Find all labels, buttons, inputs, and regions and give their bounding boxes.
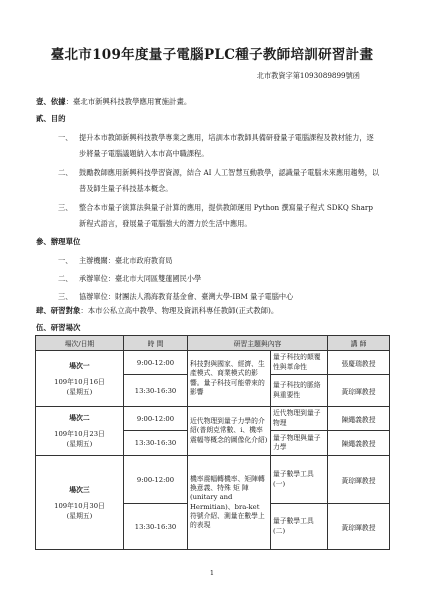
section-basis-text: ：臺北市新興科技教學應用實施計畫。 [65,97,192,106]
course-cell: 量子物理與量子力學 [271,431,328,456]
section-sessions-label: 伍、研習場次 [36,323,81,332]
course-cell: 量子科技的脈絡與重要性 [271,375,328,407]
purpose-text: 鼓勵教師應用新興科技學習資源，結合 AI 人工智慧互動教學，認識量子電腦未來應用趨勢，以普及師生量子科技基本概念。 [79,168,380,193]
session-name: 場次一 [69,361,90,370]
topic-cell: 機率震幅轉機率、矩陣轉換意義、特殊 矩 陣 (unitary and Hermitian)、bra-ket 符號介紹、測量在數學上的表現 [188,456,271,550]
purpose-number: 三、 [58,203,73,212]
table-row [36,351,390,375]
session-date: 109年10月30日 [54,501,105,510]
session-name: 場次二 [69,414,90,422]
teacher-cell: 陳繩義教授 [328,431,390,456]
section-units-label: 參、辦理單位 [36,237,81,246]
unit-item [58,289,380,305]
session-name: 場次三 [69,485,90,494]
session-weekday: (星期五) [66,511,93,520]
teacher-cell: 張慶瑞教授 [328,351,390,375]
purpose-text: 提升本市教師新興科技教學專業之應用，培訓本市教師具備研發量子電腦課程及教材能力，逐步將量子電腦議題納入本市高中職課程。 [79,133,374,158]
unit-number: 二、 [58,274,73,283]
time-cell: 9:00-12:00 [124,351,188,375]
time-cell: 13:30-16:30 [124,375,188,407]
section-basis-label: 壹、依據 [36,97,66,106]
topic-cell: 科技對與國家、經濟、生產模式、商業模式的影響。量子科技可能帶來的影響 [188,351,271,407]
document-number: 北市教資字第1093089899號函 [256,71,360,80]
session-weekday: (星期五) [66,440,93,448]
document-title: 臺北市109年度量子電腦PLC種子教師培訓研習計畫 [50,47,374,63]
time-cell: 13:30-16:30 [124,504,188,550]
purpose-number: 一、 [58,133,73,142]
course-cell: 量子數學工具(一) [271,456,328,504]
section-audience [36,305,278,316]
course-cell: 量子科技的顛覆性與革命性 [271,351,328,375]
unit-number: 三、 [58,292,73,301]
course-cell: 近代物理到量子物理 [271,407,328,431]
unit-item [58,253,380,269]
section-audience-label: 肆、研習對象 [36,306,81,315]
topic-cell: 近代物理到量子力學的介紹(普朗克常數、i、機率震幅等概念的圖像化介紹) [188,407,271,456]
course-cell: 量子數學工具(二) [271,504,328,550]
time-cell: 13:30-16:30 [124,431,188,456]
session-weekday: (星期五) [66,387,93,396]
page-number: 1 [209,569,215,577]
header-session-date: 場次/日期 [36,336,124,351]
purpose-item [58,130,380,162]
header-time: 時 間 [124,336,188,351]
schedule-table [35,335,390,550]
session-date-cell [36,407,124,456]
unit-number: 一、 [58,256,73,265]
session-date: 109年10月23日 [54,430,105,438]
unit-item [58,271,380,287]
session-date: 109年10月16日 [54,377,105,386]
purpose-text: 整合本市量子演算法與量子計算的應用，提供教師運用 Python 撰寫量子程式 SDKQ Sharp 新程式語言，發展量子電腦強大的潛力於生活中應用。 [79,203,373,228]
session-date-cell [36,456,124,550]
teacher-cell: 黃琮暉教授 [328,504,390,550]
section-audience-text: ：本市公私立高中教學、物理及資訊科專任教師(正式教師)。 [80,306,279,315]
time-cell: 9:00-12:00 [124,407,188,431]
purpose-item [58,165,380,197]
purpose-item [58,200,380,232]
teacher-cell: 陳繩義教授 [328,407,390,431]
purpose-number: 二、 [58,168,73,177]
session-date-cell [36,351,124,407]
teacher-cell: 黃琮暉教授 [328,375,390,407]
unit-text: 主辦機關：臺北市政府教育局 [79,256,173,265]
time-cell: 9:00-12:00 [124,456,188,504]
header-topic: 研習主題與內容 [188,336,328,351]
teacher-cell: 黃琮暉教授 [328,456,390,504]
section-purpose-label: 貳、目的 [36,114,66,123]
header-teacher: 講 師 [328,336,390,351]
table-header-row [36,336,390,351]
table-row [36,407,390,431]
section-basis [36,96,191,107]
unit-text: 承辦單位：臺北市大同區雙蓮國民小學 [79,274,202,283]
table-row [36,456,390,504]
unit-text: 協辦單位：財團法人鴻海教育基金會、臺灣大學-IBM 量子電腦中心 [79,292,294,301]
